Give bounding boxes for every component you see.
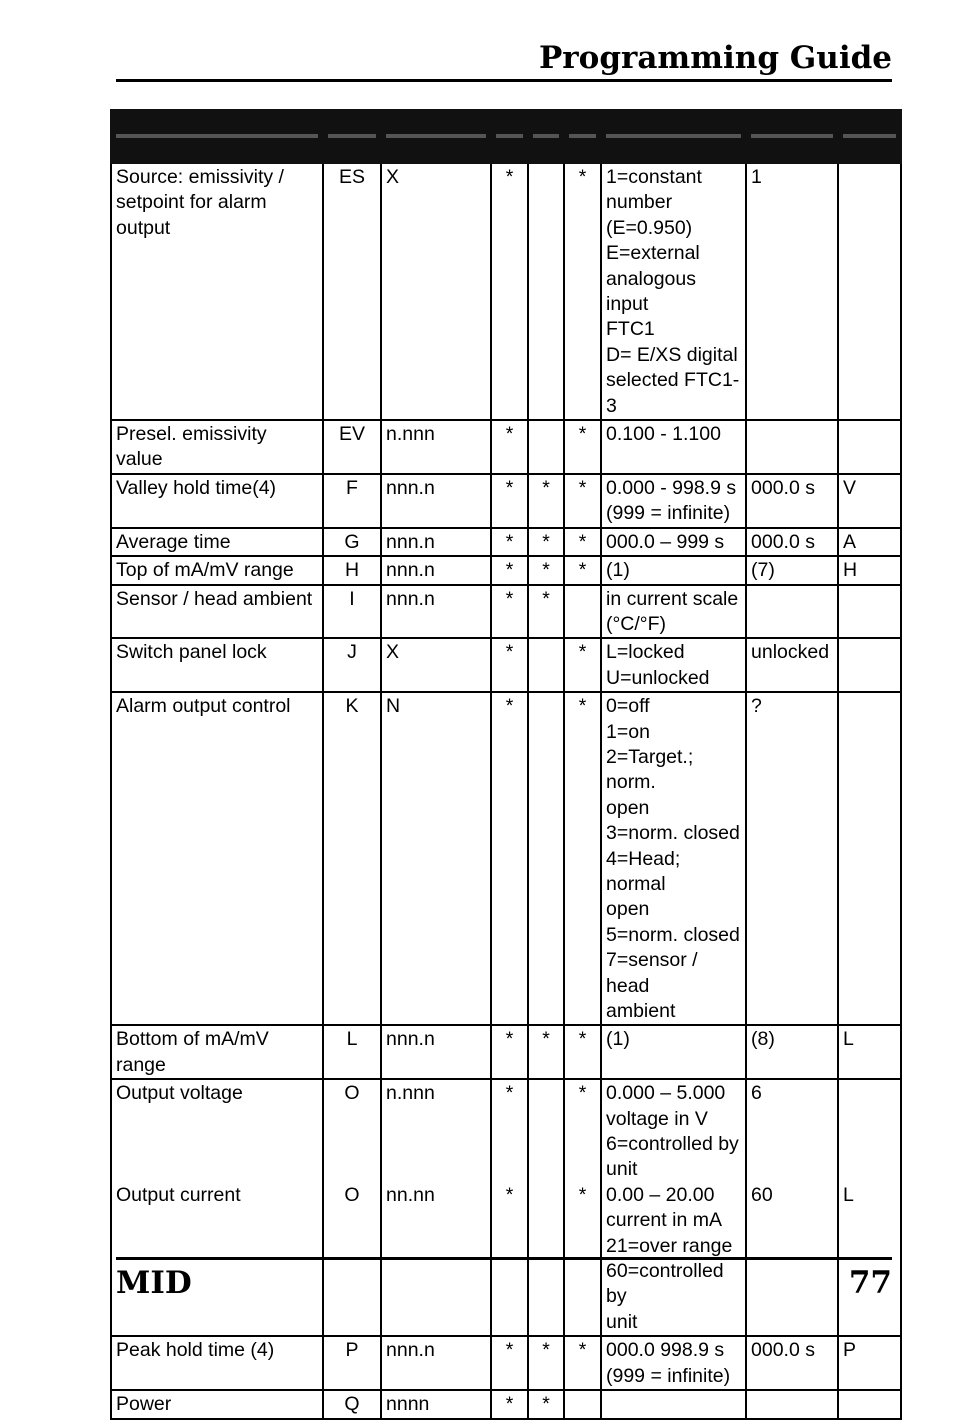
flag-2 bbox=[528, 420, 564, 474]
table-row bbox=[111, 692, 901, 1025]
flag-2: * bbox=[528, 585, 564, 639]
param-description: Power bbox=[111, 1390, 323, 1418]
param-description: Average time bbox=[111, 528, 323, 556]
param-code-alt bbox=[838, 163, 901, 420]
param-code-alt: L bbox=[838, 1025, 901, 1079]
param-default: 000.0 s bbox=[746, 1336, 838, 1390]
param-code-alt bbox=[838, 420, 901, 474]
param-code-alt bbox=[838, 692, 901, 1025]
flag-3: * bbox=[564, 556, 601, 584]
flag-3 bbox=[564, 1390, 601, 1418]
param-description: Output voltage Output current bbox=[111, 1079, 323, 1336]
flag-2 bbox=[528, 692, 564, 1025]
param-format: n.nnn bbox=[381, 420, 491, 474]
param-description: Source: emissivity / setpoint for alarm output bbox=[111, 163, 323, 420]
header-cell bbox=[111, 110, 323, 163]
param-default: 000.0 s bbox=[746, 474, 838, 528]
param-range: (1) bbox=[601, 1025, 746, 1079]
param-default bbox=[746, 1390, 838, 1418]
param-format: X bbox=[381, 163, 491, 420]
param-range: (1) bbox=[601, 556, 746, 584]
flag-2 bbox=[528, 1079, 564, 1336]
param-range: 0.100 - 1.100 bbox=[601, 420, 746, 474]
flag-1: * bbox=[491, 1390, 528, 1418]
footer-rule bbox=[116, 1257, 892, 1260]
param-code: ES bbox=[323, 163, 381, 420]
param-format: nnn.n bbox=[381, 1025, 491, 1079]
flag-3: * bbox=[564, 1025, 601, 1079]
table-row bbox=[111, 556, 901, 584]
header-cell bbox=[746, 110, 838, 163]
param-description: Presel. emissivity value bbox=[111, 420, 323, 474]
flag-3: * bbox=[564, 1336, 601, 1390]
param-description: Switch panel lock bbox=[111, 638, 323, 692]
table-row bbox=[111, 1390, 901, 1418]
table-body bbox=[111, 163, 901, 1419]
param-format: nnn.n bbox=[381, 1336, 491, 1390]
param-code: I bbox=[323, 585, 381, 639]
param-description: Valley hold time(4) bbox=[111, 474, 323, 528]
param-range: 0.000 – 5.000 voltage in V 6=controlled by unit 0.00 – 20.00 current in mA 21=over range 60=controlled by unit bbox=[601, 1079, 746, 1336]
table-row bbox=[111, 528, 901, 556]
flag-1: * bbox=[491, 528, 528, 556]
page-number: 77 bbox=[848, 1265, 892, 1301]
flag-2: * bbox=[528, 1390, 564, 1418]
param-range: 1=constant number (E=0.950) E=external analogous input FTC1 D= E/XS digital selected FTC1-3 bbox=[601, 163, 746, 420]
flag-3: * bbox=[564, 474, 601, 528]
table-row bbox=[111, 474, 901, 528]
param-default: 6 60 bbox=[746, 1079, 838, 1336]
param-default bbox=[746, 420, 838, 474]
param-code: O O bbox=[323, 1079, 381, 1336]
param-description: Alarm output control bbox=[111, 692, 323, 1025]
param-default: unlocked bbox=[746, 638, 838, 692]
param-code-alt: P bbox=[838, 1336, 901, 1390]
table-row bbox=[111, 420, 901, 474]
param-code: G bbox=[323, 528, 381, 556]
param-default bbox=[746, 585, 838, 639]
flag-1: * bbox=[491, 692, 528, 1025]
flag-1: * bbox=[491, 638, 528, 692]
table-row bbox=[111, 638, 901, 692]
param-description: Bottom of mA/mV range bbox=[111, 1025, 323, 1079]
flag-1: * bbox=[491, 1336, 528, 1390]
param-format: N bbox=[381, 692, 491, 1025]
param-code-alt bbox=[838, 1390, 901, 1418]
param-format: n.nnn nn.nn bbox=[381, 1079, 491, 1336]
header-cell bbox=[381, 110, 491, 163]
footer-product-name: MID bbox=[116, 1265, 192, 1301]
param-default: (7) bbox=[746, 556, 838, 584]
flag-1: * * bbox=[491, 1079, 528, 1336]
flag-2 bbox=[528, 163, 564, 420]
flag-1: * bbox=[491, 474, 528, 528]
flag-2: * bbox=[528, 474, 564, 528]
flag-1: * bbox=[491, 556, 528, 584]
flag-3 bbox=[564, 585, 601, 639]
flag-2: * bbox=[528, 556, 564, 584]
flag-2 bbox=[528, 638, 564, 692]
param-code: J bbox=[323, 638, 381, 692]
table-row bbox=[111, 1025, 901, 1079]
param-range bbox=[601, 1390, 746, 1418]
param-format: nnn.n bbox=[381, 528, 491, 556]
param-format: X bbox=[381, 638, 491, 692]
header-cell bbox=[491, 110, 528, 163]
flag-3: * bbox=[564, 692, 601, 1025]
param-default: 000.0 s bbox=[746, 528, 838, 556]
param-description: Sensor / head ambient bbox=[111, 585, 323, 639]
param-format: nnn.n bbox=[381, 556, 491, 584]
param-format: nnn.n bbox=[381, 474, 491, 528]
param-code-alt: V bbox=[838, 474, 901, 528]
param-range: 000.0 – 999 s bbox=[601, 528, 746, 556]
param-format: nnnn bbox=[381, 1390, 491, 1418]
flag-3: * bbox=[564, 163, 601, 420]
param-code-alt: L bbox=[838, 1079, 901, 1336]
table-row bbox=[111, 163, 901, 420]
param-code: L bbox=[323, 1025, 381, 1079]
param-code-alt: H bbox=[838, 556, 901, 584]
flag-3: * bbox=[564, 420, 601, 474]
flag-1: * bbox=[491, 1025, 528, 1079]
flag-3: * * bbox=[564, 1079, 601, 1336]
header-rule bbox=[116, 79, 892, 82]
header-cell bbox=[838, 110, 901, 163]
flag-3: * bbox=[564, 528, 601, 556]
flag-3: * bbox=[564, 638, 601, 692]
page-header-title: Programming Guide bbox=[539, 40, 892, 76]
param-default: 1 bbox=[746, 163, 838, 420]
param-range: 0.000 - 998.9 s (999 = infinite) bbox=[601, 474, 746, 528]
flag-1: * bbox=[491, 163, 528, 420]
param-code: Q bbox=[323, 1390, 381, 1418]
param-default: (8) bbox=[746, 1025, 838, 1079]
param-range: 0=off 1=on 2=Target.; norm. open 3=norm. closed 4=Head; normal open 5=norm. closed 7=sensor / head ambient bbox=[601, 692, 746, 1025]
param-range: L=locked U=unlocked bbox=[601, 638, 746, 692]
flag-2: * bbox=[528, 528, 564, 556]
flag-2: * bbox=[528, 1336, 564, 1390]
param-description: Top of mA/mV range bbox=[111, 556, 323, 584]
header-cell bbox=[564, 110, 601, 163]
param-code: H bbox=[323, 556, 381, 584]
param-default: ? bbox=[746, 692, 838, 1025]
table-row bbox=[111, 1079, 901, 1336]
parameter-table bbox=[110, 109, 902, 1420]
param-code: F bbox=[323, 474, 381, 528]
param-code: P bbox=[323, 1336, 381, 1390]
flag-1: * bbox=[491, 585, 528, 639]
param-code-alt: A bbox=[838, 528, 901, 556]
table-header-row bbox=[111, 110, 901, 163]
table-row bbox=[111, 585, 901, 639]
table-row bbox=[111, 1336, 901, 1390]
header-cell bbox=[601, 110, 746, 163]
flag-1: * bbox=[491, 420, 528, 474]
param-description: Peak hold time (4) bbox=[111, 1336, 323, 1390]
param-range: 000.0 998.9 s (999 = infinite) bbox=[601, 1336, 746, 1390]
param-format: nnn.n bbox=[381, 585, 491, 639]
param-code: EV bbox=[323, 420, 381, 474]
param-code: K bbox=[323, 692, 381, 1025]
param-code-alt bbox=[838, 638, 901, 692]
header-cell bbox=[323, 110, 381, 163]
flag-2: * bbox=[528, 1025, 564, 1079]
param-range: in current scale (°C/°F) bbox=[601, 585, 746, 639]
header-cell bbox=[528, 110, 564, 163]
param-code-alt bbox=[838, 585, 901, 639]
